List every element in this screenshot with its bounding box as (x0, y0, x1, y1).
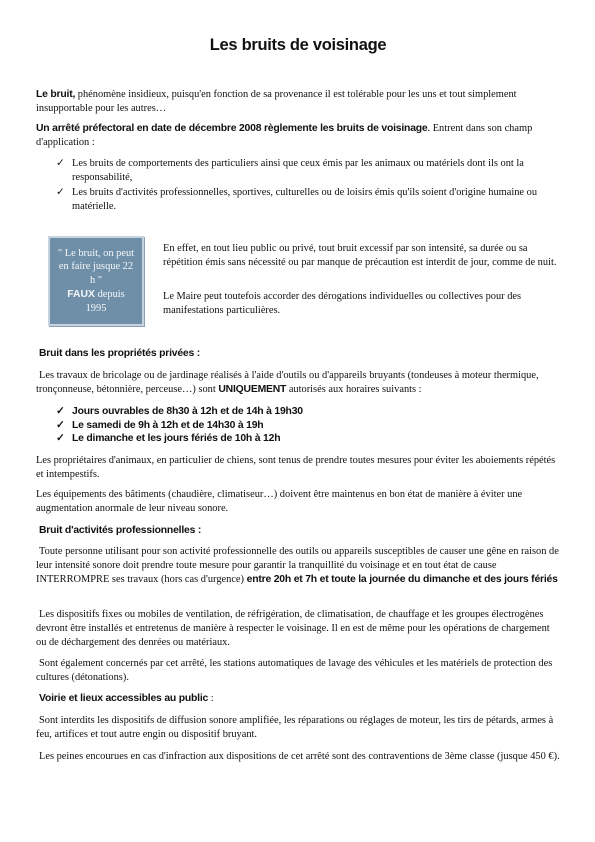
checkmark-icon: ✓ (56, 406, 65, 417)
public-heading-line: Voirie et lieux accessibles au public : (39, 693, 214, 704)
private-heading: Bruit dans les propriétés privées : (39, 348, 201, 359)
intro-bold: Le bruit, (36, 89, 76, 100)
arrete-text: . Entrent dans son champ d'application : (36, 123, 533, 149)
page-title: Les bruits de voisinage (209, 36, 387, 54)
hours-list (56, 405, 556, 446)
private-paragraph-3: Les équipements des bâtiments (chaudière, climatiseur…) doivent être maintenus en bon état de manière à éviter une augmentation anormale de leur niveau sonore. (36, 489, 523, 515)
callout-faux-line (56, 288, 136, 315)
arrete-paragraph (36, 122, 560, 150)
list-item: ✓ Le dimanche et les jours fériés de 10h à 12h (56, 433, 281, 445)
professional-paragraph-1: Toute personne utilisant pour son activité professionnelle des outils ou appareils susceptibles de causer une gêne en raison de leur intensité sonore doit prendre toute mesure pour garantir la tranquillité du voisinage et en tout état de cause INTERROMPRE ses travaux (hors cas d'urgence) entre 20h et 7h et toute la journée du dimanche et des jours fériés (36, 546, 559, 586)
application-list (56, 157, 556, 215)
arrete-bold: Un arrêté préfectoral en date de décembre 2008 règlemente les bruits de voisinage (36, 123, 428, 134)
intro-paragraph (36, 88, 560, 116)
callout-faux: FAUX (67, 288, 95, 300)
callout-depuis: depuis 1995 (85, 288, 125, 314)
callout-quote: " Le bruit, on peut en faire jusque 22 h " (57, 247, 135, 287)
public-heading: Voirie et lieux accessibles au public (39, 693, 209, 704)
checkmark-icon: ✓ (56, 433, 65, 445)
list-item: ✓ Les bruits de comportements des particuliers ainsi que ceux émis par les animaux ou matériels dont ils ont la responsabilité, (56, 158, 524, 184)
uniquement-bold: UNIQUEMENT (218, 384, 287, 396)
professional-heading: Bruit d'activités professionnelles : (39, 525, 202, 536)
public-paragraph-2: Les peines encourues en cas d'infraction aux dispositions de cet arrêté sont des contraventions de 3ème classe (jusque 450 €). (39, 751, 560, 762)
list-item: ✓ Le samedi de 9h à 12h et de 14h30 à 19h (56, 419, 264, 431)
intro-text: phénomène insidieux, puisqu'en fonction de sa provenance il est tolérable pour les uns et tout simplement insupportable pour les autres… (36, 89, 517, 115)
professional-paragraph-2: Les dispositifs fixes ou mobiles de ventilation, de réfrigération, de climatisation, de chauffage et les groupes électrogènes devront être installés et entretenus de manière à respecter le voisinage. Il en est de même pour les opérations de chargement ou de déchargement des denrées ou matériaux. (36, 609, 550, 649)
private-paragraph-1: Les travaux de bricolage ou de jardinage réalisés à l'aide d'outils ou d'appareils bruyants (tondeuses à moteur thermique, tronçonneuse, bétonnière, perceuse…) sont UNIQUEMENT autorisés aux horaires suivants : (36, 370, 539, 396)
public-paragraph-1: Sont interdits les dispositifs de diffusion sonore amplifiée, les réparations ou réglages de moteur, les tirs de pétards, armes à feu, artifices et tout autre engin ou dispositif bruyant. (36, 715, 554, 741)
checkmark-icon: ✓ (56, 419, 65, 431)
checkmark-icon: ✓ (56, 158, 65, 169)
private-paragraph-2: Les propriétaires d'animaux, en particulier de chiens, sont tenus de prendre toutes mesures pour éviter les aboiements répétés et intempestifs. (36, 455, 556, 481)
list-item: ✓ Jours ouvrables de 8h30 à 12h et de 14h à 19h30 (56, 406, 303, 417)
callout-box (48, 236, 144, 326)
callout-side-paragraph-1: En effet, en tout lieu public ou privé, tout bruit excessif par son intensité, sa durée ou sa répétition émis sans nécessité ou par manque de précaution est interdit de jour, comme de nuit. (163, 243, 557, 269)
professional-bold: entre 20h et 7h et toute la journée du dimanche et des jours fériés (246, 574, 558, 586)
callout-side-paragraph-2: Le Maire peut toutefois accorder des dérogations individuelles ou collectives pour des manifestations particulières. (163, 291, 522, 317)
checkmark-icon: ✓ (56, 187, 65, 199)
list-item: ✓ Les bruits d'activités professionnelles, sportives, culturelles ou de loisirs émis qu'ils soient d'origine humaine ou matérielle. (56, 187, 538, 213)
professional-paragraph-3: Sont également concernés par cet arrêté, les stations automatiques de lavage des véhicules et les matériels de protection des cultures (détonations). (36, 658, 553, 684)
